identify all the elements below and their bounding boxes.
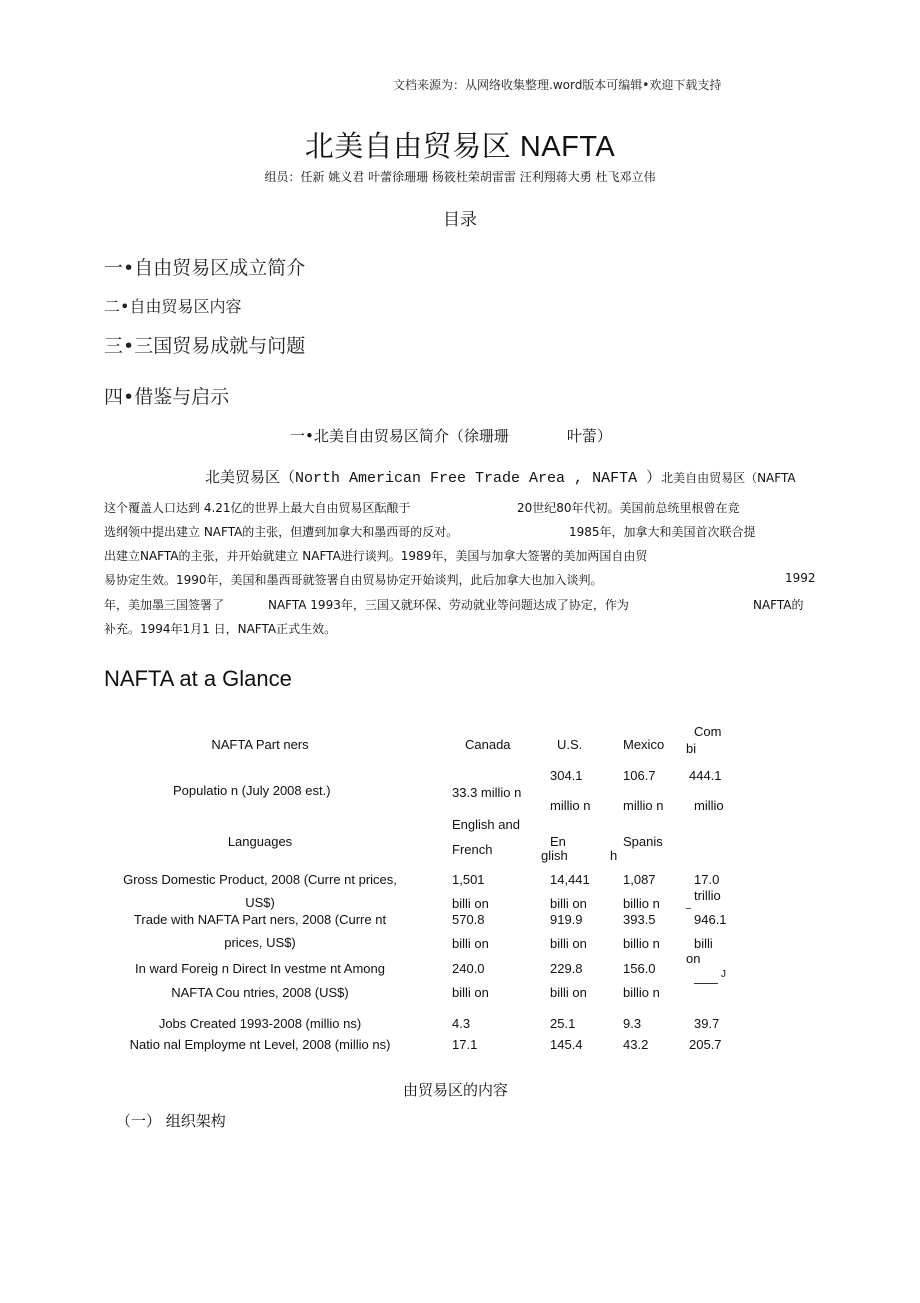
gdp-us-b: billi on bbox=[550, 896, 587, 911]
trade-combined-clip bbox=[684, 951, 724, 966]
trade-label-b: prices, US$) bbox=[224, 935, 296, 950]
languages-us-a: En bbox=[550, 834, 566, 849]
languages-clip bbox=[540, 848, 630, 863]
header-us: U.S. bbox=[557, 737, 583, 752]
header-combined-b: bi bbox=[686, 741, 697, 756]
population-label: Populatio n (July 2008 est.) bbox=[173, 783, 331, 798]
languages-canada-b: French bbox=[452, 842, 493, 857]
fdi-canada-b: billi on bbox=[452, 985, 489, 1000]
section-1-heading bbox=[290, 425, 612, 446]
header-canada: Canada bbox=[465, 737, 511, 752]
section-1-heading-main: 一•北美自由贸易区简介（徐珊珊 bbox=[290, 427, 509, 445]
section-1-heading-author: 叶蕾） bbox=[566, 427, 612, 445]
jobs-label: Jobs Created 1993-2008 (millio ns) bbox=[158, 1016, 362, 1031]
group-members: 组员：任新 姚义君 叶蕾徐珊珊 杨筱杜荣胡雷雷 汪利翔蒋大勇 杜飞邓立伟 bbox=[264, 170, 656, 184]
population-mexico-b: millio n bbox=[623, 798, 664, 813]
employment-us: 145.4 bbox=[550, 1037, 583, 1052]
trade-combined-tick bbox=[686, 908, 691, 909]
lead-cn: 北美贸易区（ bbox=[205, 468, 296, 486]
toc-item-4: 四•借鉴与启示 bbox=[104, 386, 230, 408]
jobs-combined: 39.7 bbox=[694, 1016, 720, 1031]
fdi-label-b: NAFTA Cou ntries, 2008 (US$) bbox=[171, 985, 349, 1000]
employment-combined: 205.7 bbox=[689, 1037, 722, 1052]
employment-mexico: 43.2 bbox=[623, 1037, 649, 1052]
gdp-label-a: Gross Domestic Product, 2008 (Curre nt prices, bbox=[123, 872, 397, 887]
languages-label: Languages bbox=[227, 834, 293, 849]
jobs-us: 25.1 bbox=[550, 1016, 576, 1031]
section-2-heading: 由贸易区的内容 bbox=[403, 1081, 509, 1099]
para-line-5a: 年，美加墨三国签署了 bbox=[104, 598, 225, 612]
lead-tail: 北美自由贸易区（NAFTA bbox=[661, 471, 796, 485]
trade-combined-c: on bbox=[686, 951, 701, 966]
fdi-combined-underline bbox=[694, 983, 718, 984]
gdp-us-a: 14,441 bbox=[550, 872, 590, 887]
employment-label: Natio nal Employme nt Level, 2008 (millio ns) bbox=[129, 1037, 391, 1052]
population-label-wrap bbox=[150, 782, 370, 797]
fdi-us-b: billi on bbox=[550, 985, 587, 1000]
fdi-canada-a: 240.0 bbox=[452, 961, 485, 976]
header-partners: NAFTA Part ners bbox=[211, 737, 309, 752]
languages-canada-a: English and bbox=[452, 817, 520, 832]
fdi-combined-a: J bbox=[721, 969, 726, 980]
para-line-5b: NAFTA 1993年，三国又就环保、劳动就业等问题达成了协定，作为 bbox=[268, 598, 629, 612]
toc-item-2: 二•自由贸易区内容 bbox=[104, 297, 242, 316]
population-combined-b: millio bbox=[694, 798, 724, 813]
languages-us-b: glish bbox=[541, 848, 568, 863]
languages-mexico-b: h bbox=[610, 848, 618, 863]
gdp-combined-b: trillio bbox=[694, 888, 721, 903]
para-line-1b: 20世纪80年代初。美国前总统里根曾在竞 bbox=[517, 501, 740, 515]
trade-us-b: billi on bbox=[550, 936, 587, 951]
section-2-subheading: （一） 组织架构 bbox=[116, 1112, 226, 1130]
trade-mexico-b: billio n bbox=[623, 936, 660, 951]
gdp-mexico-b: billio n bbox=[623, 896, 660, 911]
fdi-mexico-a: 156.0 bbox=[623, 961, 656, 976]
population-mexico-a: 106.7 bbox=[623, 768, 656, 783]
fdi-label-a: In ward Foreig n Direct In vestme nt Among bbox=[135, 961, 385, 976]
toc-title: 目录 bbox=[443, 210, 477, 230]
trade-combined-a: 946.1 bbox=[694, 912, 727, 927]
source-note: 文档来源为：从网络收集整理.word版本可编辑•欢迎下载支持 bbox=[393, 78, 722, 92]
toc-item-3: 三•三国贸易成就与问题 bbox=[104, 335, 306, 357]
population-combined-a: 444.1 bbox=[689, 768, 722, 783]
employment-canada: 17.1 bbox=[452, 1037, 478, 1052]
fdi-mexico-b: billio n bbox=[623, 985, 660, 1000]
trade-label-a: Trade with NAFTA Part ners, 2008 (Curre nt bbox=[133, 912, 387, 927]
fdi-us-a: 229.8 bbox=[550, 961, 583, 976]
para-line-6: 补充。1994年1月1 日，NAFTA正式生效。 bbox=[104, 622, 337, 636]
header-mexico: Mexico bbox=[623, 737, 665, 752]
trade-canada-b: billi on bbox=[452, 936, 489, 951]
gdp-mexico-a: 1,087 bbox=[623, 872, 656, 887]
toc-item-1: 一•自由贸易区成立简介 bbox=[104, 257, 306, 279]
document-title: 北美自由贸易区 NAFTA bbox=[304, 131, 616, 163]
para-line-4b: 1992 bbox=[785, 571, 816, 585]
para-line-1a: 这个覆盖人口达到 4.21亿的世界上最大自由贸易区酝酿于 bbox=[104, 501, 411, 515]
gdp-canada-a: 1,501 bbox=[452, 872, 485, 887]
trade-mexico-a: 393.5 bbox=[623, 912, 656, 927]
para-line-3: 出建立NAFTA的主张，并开始就建立 NAFTA进行谈判。1989年，美国与加拿大签署的美加两国自由贸 bbox=[104, 549, 648, 563]
population-canada: 33.3 millio n bbox=[452, 785, 522, 800]
jobs-canada: 4.3 bbox=[452, 1016, 471, 1031]
para-line-4a: 易协定生效。1990年，美国和墨西哥就签署自由贸易协定开始谈判，此后加拿大也加入谈判。 bbox=[104, 573, 603, 587]
trade-us-a: 919.9 bbox=[550, 912, 583, 927]
jobs-mexico: 9.3 bbox=[623, 1016, 642, 1031]
glance-title: NAFTA at a Glance bbox=[104, 666, 292, 691]
trade-canada-a: 570.8 bbox=[452, 912, 485, 927]
para-line-2a: 选纲领中提出建立 NAFTA的主张，但遭到加拿大和墨西哥的反对。 bbox=[104, 525, 459, 539]
population-us-a: 304.1 bbox=[550, 768, 583, 783]
header-combined-a: Com bbox=[694, 724, 722, 739]
gdp-label-b: US$) bbox=[245, 895, 275, 910]
para-line-5c: NAFTA的 bbox=[753, 598, 804, 612]
trade-combined-b: billi bbox=[694, 936, 713, 951]
lead-line bbox=[205, 466, 796, 487]
lead-en: North American Free Trade Area , NAFTA ） bbox=[295, 470, 662, 487]
languages-mexico-a: Spanis bbox=[623, 834, 663, 849]
para-line-2b: 1985年，加拿大和美国首次联合提 bbox=[569, 525, 756, 539]
gdp-canada-b: billi on bbox=[452, 896, 489, 911]
population-us-b: millio n bbox=[550, 798, 591, 813]
gdp-combined-a: 17.0 bbox=[694, 872, 720, 887]
